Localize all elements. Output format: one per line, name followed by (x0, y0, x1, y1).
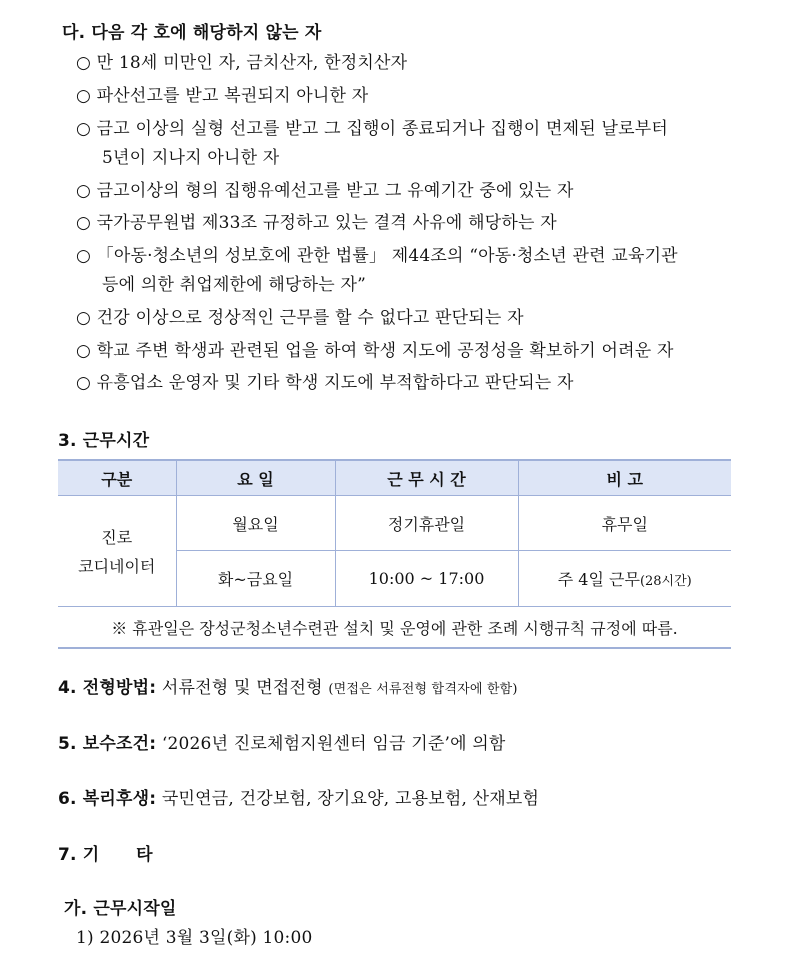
section4-small: (면접은 서류전형 합격자에 한함) (328, 682, 518, 697)
table-cell-category (58, 496, 176, 607)
section7-sub-item: 1) 2026년 3월 3일(화) 10:00 (76, 928, 313, 948)
list-item-continuation: 등에 의한 취업제한에 해당하는 자” (102, 275, 367, 295)
section4 (58, 677, 518, 701)
section6-label: 6. 복리후생: (58, 789, 157, 809)
note-main: 주 4일 근무 (557, 570, 640, 589)
section4-label: 4. 전형방법: (58, 678, 157, 698)
section6 (58, 788, 539, 810)
table-header-note: 비 고 (518, 460, 731, 496)
category-line2: 코디네이터 (78, 557, 156, 576)
section-da-heading: 다. 다음 각 호에 해당하지 않는 자 (62, 23, 322, 43)
section5 (58, 733, 506, 755)
list-item: ○ 유흥업소 운영자 및 기타 학생 지도에 부적합하다고 판단되는 자 (76, 373, 574, 393)
section5-text: ‘2026년 진로체험지원센터 임금 기준’에 의함 (156, 734, 506, 754)
section5-label: 5. 보수조건: (58, 734, 157, 754)
note-small: (28시간) (639, 574, 692, 589)
section3-heading: 3. 근무시간 (58, 431, 150, 451)
list-item: ○ 학교 주변 학생과 관련된 업을 하여 학생 지도에 공정성을 확보하기 어려운 자 (76, 341, 674, 361)
table-cell-day: 화~금요일 (176, 551, 335, 607)
category-line1: 진로 (101, 528, 133, 547)
table-footnote: ※ 휴관일은 장성군청소년수련관 설치 및 운영에 관한 조례 시행규칙 규정에 따름. (58, 607, 731, 649)
table-cell-day: 월요일 (176, 496, 335, 551)
list-item: ○ 「아동·청소년의 성보호에 관한 법률」 제44조의 “아동·청소년 관련 교육기관 (76, 246, 678, 266)
table-header-time: 근 무 시 간 (335, 460, 518, 496)
list-item-continuation: 5년이 지나지 아니한 자 (102, 148, 280, 168)
section7-heading: 7. 기 타 (58, 845, 153, 865)
table-cell-note (518, 551, 731, 607)
table-cell-time: 정기휴관일 (335, 496, 518, 551)
list-item: ○ 금고 이상의 실형 선고를 받고 그 집행이 종료되거나 집행이 면제된 날로부터 (76, 119, 668, 139)
list-item: ○ 국가공무원법 제33조 규정하고 있는 결격 사유에 해당하는 자 (76, 213, 557, 233)
list-item: ○ 파산선고를 받고 복권되지 아니한 자 (76, 86, 369, 106)
section4-text: 서류전형 및 면접전형 (156, 678, 329, 698)
table-header-category: 구분 (58, 460, 176, 496)
section6-text: 국민연금, 건강보험, 장기요양, 고용보험, 산재보험 (156, 789, 540, 809)
work-hours-table (58, 459, 731, 649)
section7-sub-heading: 가. 근무시작일 (64, 899, 177, 919)
table-cell-time: 10:00 ~ 17:00 (335, 551, 518, 607)
table-cell-note: 휴무일 (518, 496, 731, 551)
list-item: ○ 만 18세 미만인 자, 금치산자, 한정치산자 (76, 53, 408, 73)
table-header-day: 요 일 (176, 460, 335, 496)
list-item: ○ 금고이상의 형의 집행유예선고를 받고 그 유예기간 중에 있는 자 (76, 181, 574, 201)
list-item: ○ 건강 이상으로 정상적인 근무를 할 수 없다고 판단되는 자 (76, 308, 524, 328)
